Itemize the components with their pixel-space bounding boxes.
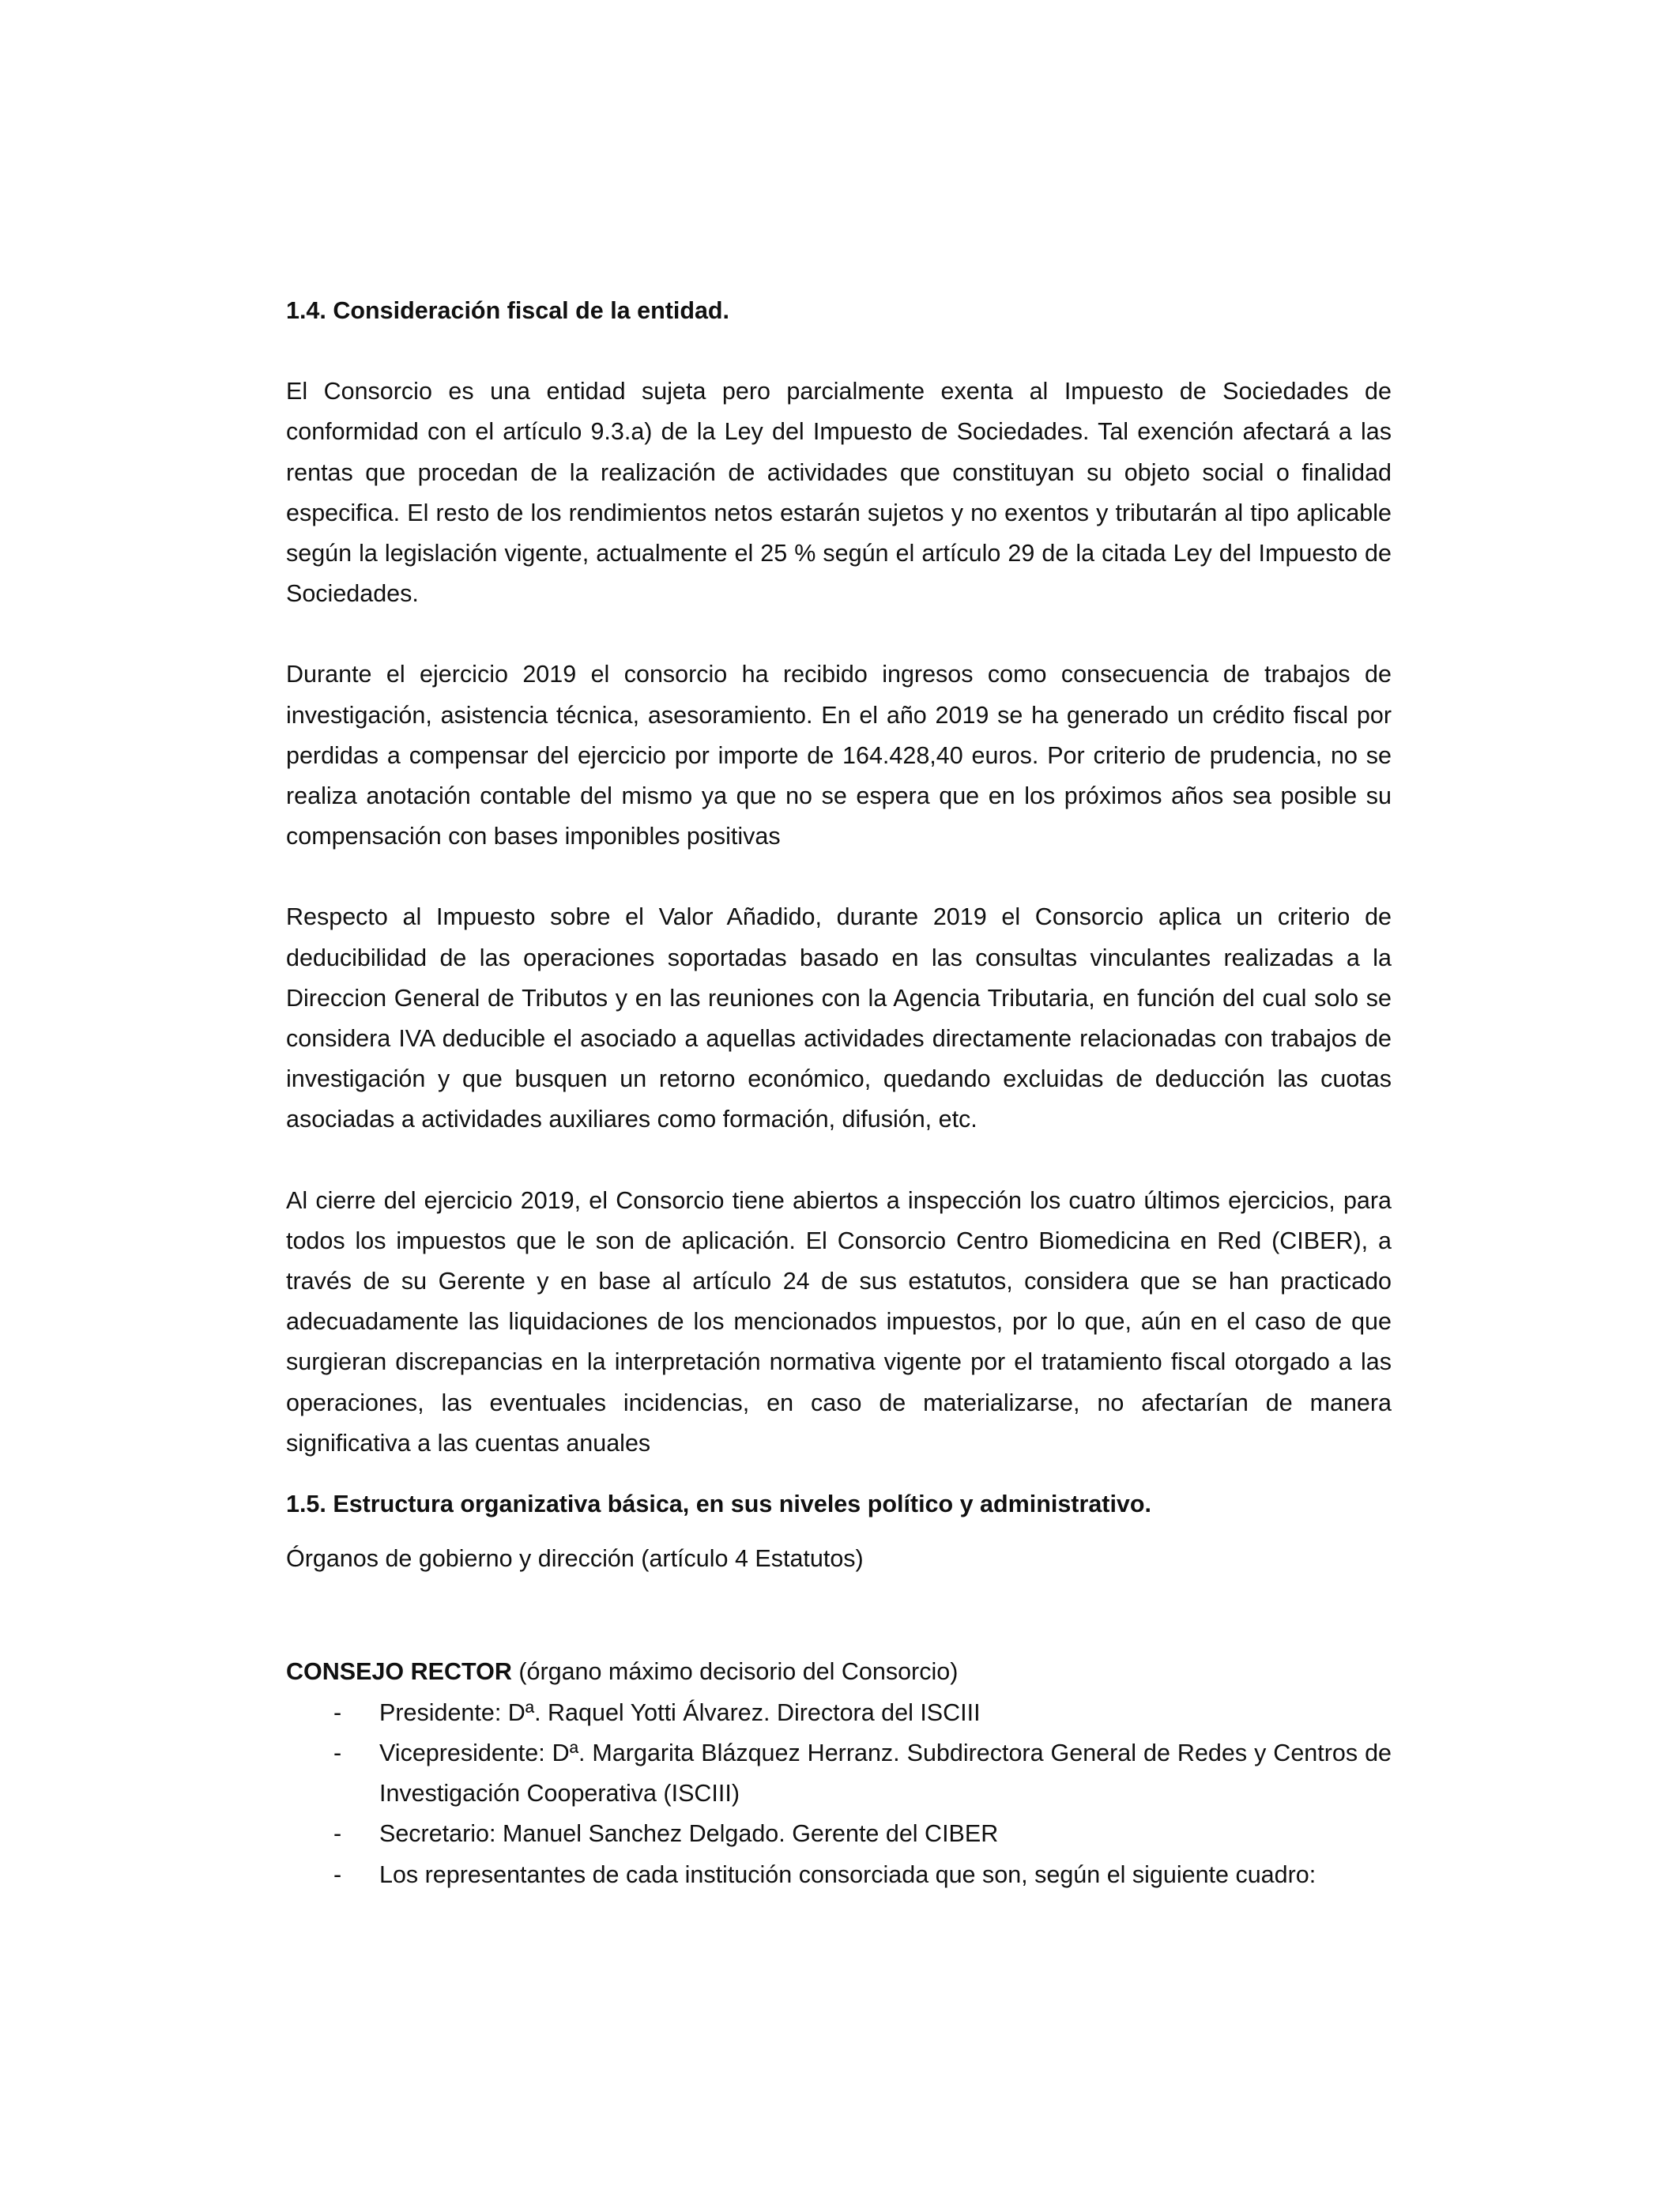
paragraph-iva: Respecto al Impuesto sobre el Valor Añadido, durante 2019 el Consorcio aplica un criterio de deducibilidad de las operaciones soportadas basado en las consultas vinculantes realizadas a la Direccion General de Tributos y en las reuniones con la Agencia Tributaria, en función del cual solo se considera IVA deducible el asociado a aquellas actividades directamente relacionadas con trabajos de investigación y que busquen un retorno económico, quedando excluidas de deducción las cuotas asociadas a actividades auxiliares como formación, difusión, etc. [286,903,1392,1133]
consejo-rector-line [286,1652,1392,1692]
member-representatives: Los representantes de cada institución consorciada que son, según el siguiente cuadro: [379,1860,1317,1888]
list-dash: - [333,1698,342,1726]
member-vicepresident: Vicepresidente: Dª. Margarita Blázquez Herranz. Subdirectora General de Redes y Centros de Investigación Cooperativa (ISCIII) [379,1739,1392,1808]
paragraph-fiscal-exemption: El Consorcio es una entidad sujeta pero parcialmente exenta al Impuesto de Sociedades de conformidad con el artículo 9.3.a) de la Ley del Impuesto de Sociedades. Tal exención afectará a las rentas que procedan de la realización de actividades que constituyan su objeto social o finalidad especifica. El resto de los rendimientos netos estarán sujetos y no exentos y tributarán al tipo aplicable según la legislación vigente, actualmente el 25 % según el artículo 29 de la citada Ley del Impuesto de Sociedades. [286,378,1392,608]
consejo-rector-description: (órgano máximo decisorio del Consorcio) [511,1658,959,1686]
section-1-5-heading: 1.5. Estructura organizativa básica, en sus niveles político y administrativo. [286,1491,1151,1518]
list-item [286,1693,1392,1733]
list-dash: - [333,1739,342,1766]
governance-intro: Órganos de gobierno y dirección (artículo 4 Estatutos) [286,1545,864,1573]
member-president: Presidente: Dª. Raquel Yotti Álvarez. Directora del ISCIII [379,1698,981,1726]
consejo-members-list [286,1693,1392,1895]
consejo-rector-title: CONSEJO RECTOR [286,1658,512,1686]
paragraph-inspection: Al cierre del ejercicio 2019, el Consorcio tiene abiertos a inspección los cuatro últimos ejercicios, para todos los impuestos que le son de aplicación. El Consorcio Centro Biomedicina en Red (CIBER), a través de su Gerente y en base al artículo 24 de sus estatutos, considera que se han practicado adecuadamente las liquidaciones de los mencionados impuestos, por lo que, aún en el caso de que surgieran discrepancias en la interpretación normativa vigente por el tratamiento fiscal otorgado a las operaciones, las eventuales incidencias, en caso de materializarse, no afectarían de manera significativa a las cuentas anuales [286,1186,1392,1457]
list-dash: - [333,1820,342,1848]
page-content [286,291,1392,1895]
list-item [286,1733,1392,1814]
list-dash: - [333,1860,342,1888]
section-1-4-heading: 1.4. Consideración fiscal de la entidad. [286,297,730,324]
list-item [286,1855,1392,1895]
member-secretary: Secretario: Manuel Sanchez Delgado. Gerente del CIBER [379,1820,999,1848]
list-item [286,1814,1392,1854]
paragraph-fiscal-credit: Durante el ejercicio 2019 el consorcio ha recibido ingresos como consecuencia de trabajos de investigación, asistencia técnica, asesoramiento. En el año 2019 se ha generado un crédito fiscal por perdidas a compensar del ejercicio por importe de 164.428,40 euros. Por criterio de prudencia, no se realiza anotación contable del mismo ya que no se espera que en los próximos años sea posible su compensación con bases imponibles positivas [286,661,1392,850]
